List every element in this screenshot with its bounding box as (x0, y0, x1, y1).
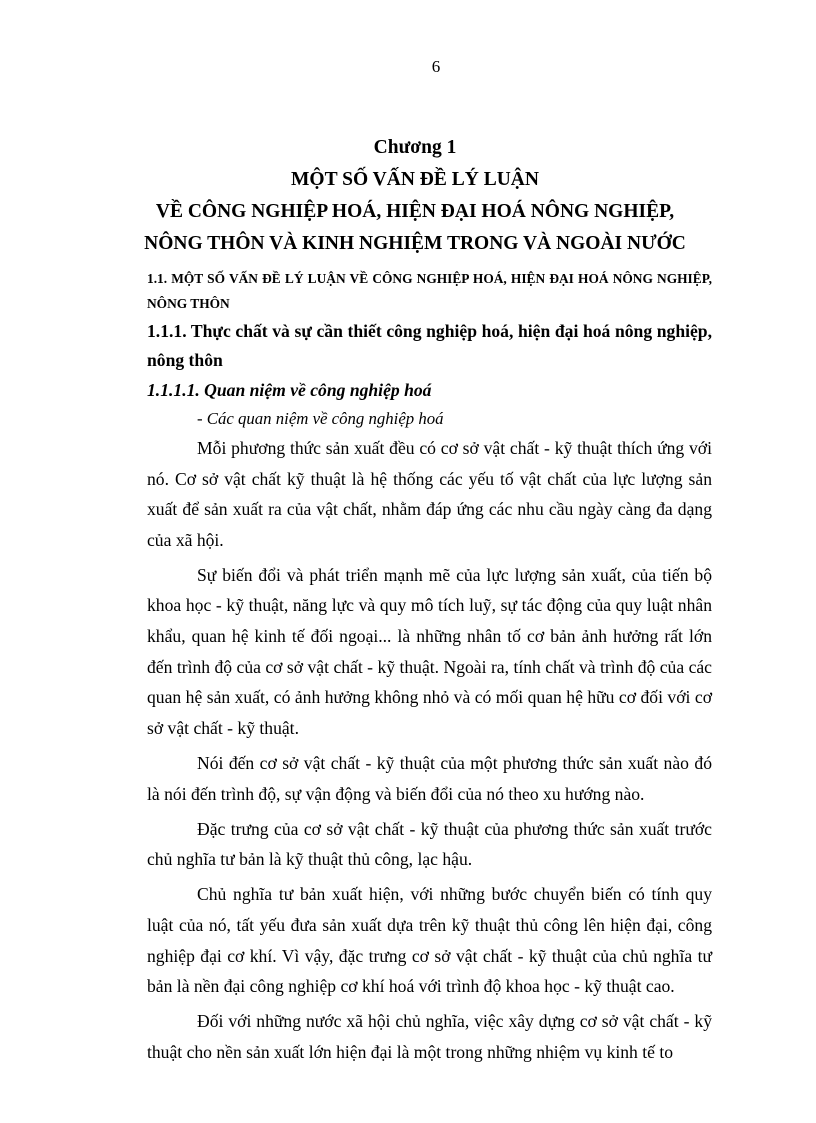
paragraph: Chủ nghĩa tư bản xuất hiện, với những bước chuyển biến có tính quy luật của nó, tất yếu đưa sản xuất dựa trên kỹ thuật thủ công lên hiện đại, công nghiệp đại cơ khí. Vì vậy, đặc trưng cơ sở vật chất - kỹ thuật của chủ nghĩa tư bản là nền đại công nghiệp cơ khí hoá với trình độ khoa học - kỹ thuật cao. (147, 884, 712, 997)
paragraph: Đối với những nước xã hội chủ nghĩa, việc xây dựng cơ sở vật chất - kỹ thuật cho nền sản xuất lớn hiện đại là một trong những nhiệm vụ kinh tế to (147, 1011, 712, 1062)
paragraph: Sự biến đổi và phát triển mạnh mẽ của lực lượng sản xuất, của tiến bộ khoa học - kỹ thuật, năng lực và quy mô tích luỹ, sự tác động của quy luật nhân khẩu, quan hệ kinh tế đối ngoại... là những nhân tố cơ bản ảnh hưởng rất lớn đến trình độ của cơ sở vật chất - kỹ thuật. Ngoài ra, tính chất và trình độ của các quan hệ sản xuất, có ảnh hưởng không nhỏ và có mối quan hệ hữu cơ đối với cơ sở vật chất - kỹ thuật. (147, 564, 712, 738)
chapter-title-line-3: NÔNG THÔN VÀ KINH NGHIỆM TRONG VÀ NGOÀI NƯỚC (144, 233, 686, 254)
page-content (147, 266, 712, 1072)
section-heading: 1.1. MỘT SỐ VẤN ĐỀ LÝ LUẬN VỀ CÔNG NGHIỆP HOÁ, HIỆN ĐẠI HOÁ NÔNG NGHIỆP, NÔNG THÔN (147, 271, 712, 311)
list-item: - Các quan niệm về công nghiệp hoá (197, 409, 444, 428)
chapter-heading (120, 132, 710, 260)
chapter-title-line-2: VỀ CÔNG NGHIỆP HOÁ, HIỆN ĐẠI HOÁ NÔNG NGHIỆP, (155, 201, 675, 222)
subsection-heading: 1.1.1. Thực chất và sự cần thiết công nghiệp hoá, hiện đại hoá nông nghiệp, nông thôn (147, 321, 712, 370)
chapter-label: Chương 1 (373, 137, 457, 158)
chapter-title-line-1: MỘT SỐ VẤN ĐỀ LÝ LUẬN (291, 169, 539, 190)
page-number: 6 (431, 57, 441, 76)
subsubsection-heading: 1.1.1.1. Quan niệm về công nghiệp hoá (147, 380, 432, 400)
paragraph: Nói đến cơ sở vật chất - kỹ thuật của một phương thức sản xuất nào đó là nói đến trình độ, sự vận động và biến đổi của nó theo xu hướng nào. (147, 752, 712, 804)
paragraph: Mỗi phương thức sản xuất đều có cơ sở vật chất - kỹ thuật thích ứng với nó. Cơ sở vật chất kỹ thuật là hệ thống các yếu tố vật chất của lực lượng sản xuất để sản xuất ra của vật chất, nhằm đáp ứng các nhu cầu ngày càng đa dạng của xã hội. (147, 438, 712, 550)
paragraph: Đặc trưng của cơ sở vật chất - kỹ thuật của phương thức sản xuất trước chủ nghĩa tư bản là kỹ thuật thủ công, lạc hậu. (147, 818, 712, 870)
